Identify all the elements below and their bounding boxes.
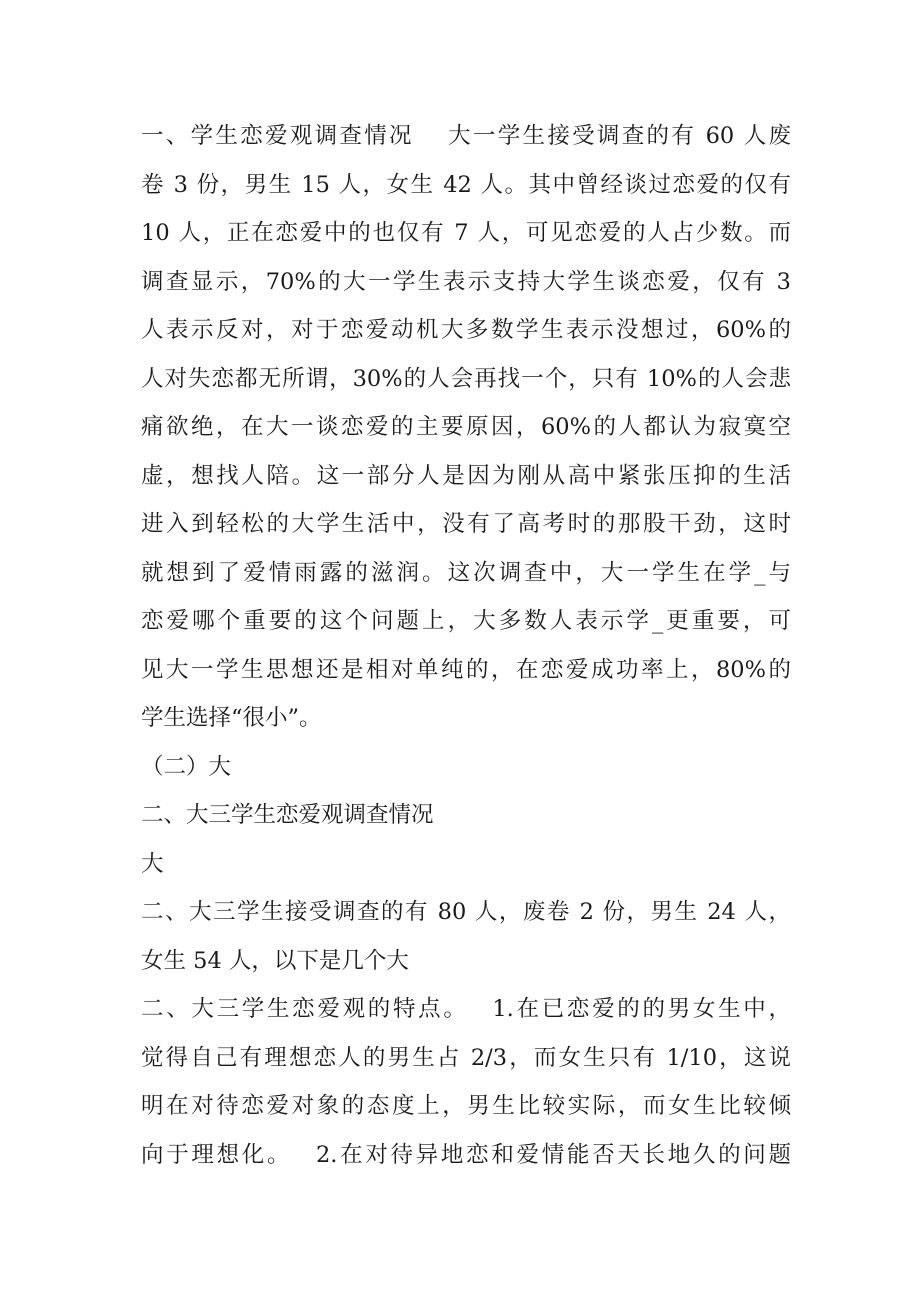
paragraph-line: 就想到了爱情雨露的滋润。这次调查中，大一学生在学_与 <box>141 559 791 586</box>
paragraph-line: 二、大三学生接受调查的有 80 人，废卷 2 份，男生 24 人， <box>141 899 791 925</box>
paragraph-line: 卷 3 份，男生 15 人，女生 42 人。其中曾经谈过恋爱的仅有 <box>141 171 791 198</box>
section-heading: （二）大 <box>141 753 232 780</box>
paragraph-line: 虚，想找人陪。这一部分人是因为刚从高中紧张压抑的生活 <box>141 462 791 489</box>
paragraph-line: 10 人，正在恋爱中的也仅有 7 人，可见恋爱的人占少数。而 <box>141 220 791 246</box>
paragraph-line: 调查显示，70%的大一学生表示支持大学生谈恋爱，仅有 3 <box>141 268 791 295</box>
paragraph-line: 人表示反对，对于恋爱动机大多数学生表示没想过，60%的 <box>141 317 791 343</box>
paragraph-line: 一、学生恋爱观调查情况 大一学生接受调查的有 60 人废 <box>141 123 791 149</box>
paragraph-line: 见大一学生思想还是相对单纯的，在恋爱成功率上，80%的 <box>141 656 791 683</box>
section-heading: 二、大三学生恋爱观调查情况 <box>141 802 434 828</box>
document-body <box>141 112 791 1179</box>
paragraph-line: 人对失恋都无所谓，30%的人会再找一个，只有 10%的人会悲 <box>141 365 791 392</box>
paragraph-line: 恋爱哪个重要的这个问题上，大多数人表示学_更重要，可 <box>141 608 791 634</box>
paragraph-line: 学生选择“很小”。 <box>141 705 322 731</box>
paragraph-line: 痛欲绝，在大一谈恋爱的主要原因，60%的人都认为寂寞空 <box>141 414 791 440</box>
paragraph-line: 进入到轻松的大学生活中，没有了高考时的那股干劲，这时 <box>141 511 791 537</box>
paragraph-line: 觉得自己有理想恋人的男生占 2/3，而女生只有 1/10，这说 <box>141 1044 791 1071</box>
paragraph-line: 向于理想化。 2.在对待异地恋和爱情能否天长地久的问题 <box>141 1141 791 1168</box>
paragraph-line: 明在对待恋爱对象的态度上，男生比较实际，而女生比较倾 <box>141 1093 791 1119</box>
paragraph-line: 大 <box>141 850 164 877</box>
paragraph-line: 女生 54 人，以下是几个大 <box>141 947 409 974</box>
paragraph-line: 二、大三学生恋爱观的特点。 1.在已恋爱的的男女生中， <box>141 996 791 1022</box>
